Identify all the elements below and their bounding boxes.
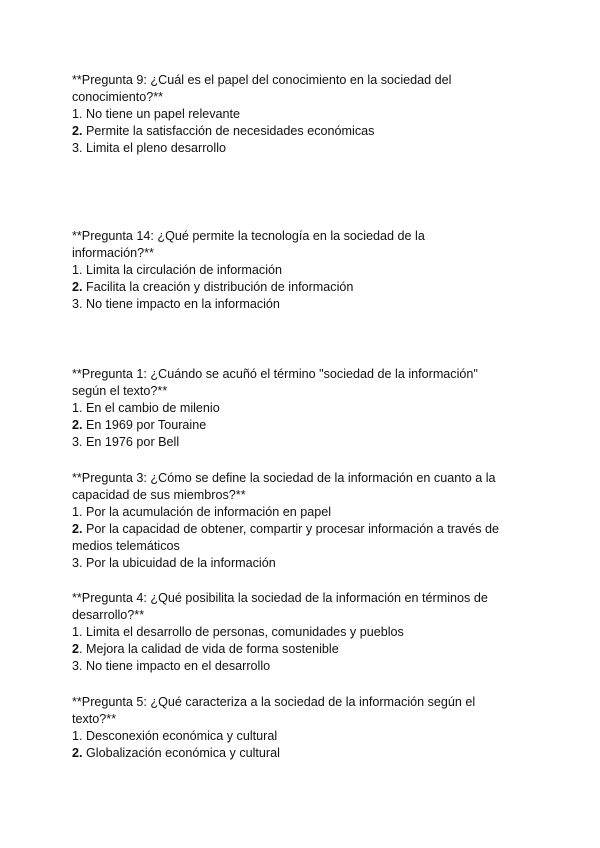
- option-text: No tiene impacto en el desarrollo: [82, 659, 271, 673]
- answer-option-1: [72, 262, 532, 279]
- option-number: 2.: [72, 418, 83, 432]
- answer-option-2: [72, 123, 532, 140]
- question-5: [72, 694, 532, 762]
- answer-option-2: [72, 417, 532, 434]
- option-text: En 1976 por Bell: [82, 435, 180, 449]
- option-number: 1.: [72, 625, 83, 639]
- answer-option-1: [72, 400, 532, 417]
- answer-option-3: [72, 434, 532, 451]
- question-title-line: según el texto?**: [72, 384, 168, 398]
- option-text: Limita el pleno desarrollo: [82, 141, 227, 155]
- question-title-line: capacidad de sus miembros?**: [72, 488, 246, 502]
- question-3: [72, 470, 532, 572]
- option-text: En 1969 por Touraine: [82, 418, 207, 432]
- option-text: No tiene un papel relevante: [82, 107, 241, 121]
- answer-option-2: [72, 521, 532, 538]
- option-number: 1.: [72, 263, 83, 277]
- answer-option-2: [72, 641, 532, 658]
- answer-option-2-continuation: medios telemáticos: [72, 539, 180, 553]
- option-number: 3.: [72, 659, 83, 673]
- question-title-line: **Pregunta 5: ¿Qué caracteriza a la sociedad de la información según el: [72, 695, 476, 709]
- answer-option-3: [72, 658, 532, 675]
- option-number: 3.: [72, 297, 83, 311]
- option-number: 1.: [72, 401, 83, 415]
- question-14: [72, 228, 532, 313]
- option-text: Desconexión económica y cultural: [82, 729, 278, 743]
- answer-option-1: [72, 504, 532, 521]
- option-number: 3.: [72, 141, 83, 155]
- answer-option-1: [72, 728, 532, 745]
- option-text: Por la capacidad de obtener, compartir y procesar información a través de: [82, 522, 500, 536]
- option-text: No tiene impacto en la información: [82, 297, 280, 311]
- question-title-line: **Pregunta 9: ¿Cuál es el papel del conocimiento en la sociedad del: [72, 73, 452, 87]
- question-9: [72, 72, 532, 157]
- option-text: Por la ubicuidad de la información: [82, 556, 276, 570]
- option-number: 2: [72, 642, 80, 656]
- option-text: Permite la satisfacción de necesidades económicas: [82, 124, 375, 138]
- question-title-line: desarrollo?**: [72, 608, 145, 622]
- option-text: Por la acumulación de información en papel: [82, 505, 332, 519]
- question-title-line: conocimiento?**: [72, 90, 164, 104]
- answer-option-2: [72, 745, 532, 762]
- question-title-line: **Pregunta 14: ¿Qué permite la tecnología en la sociedad de la: [72, 229, 425, 243]
- option-number: 1.: [72, 505, 83, 519]
- option-number: 2.: [72, 124, 83, 138]
- question-title-line: texto?**: [72, 712, 117, 726]
- option-text: Limita el desarrollo de personas, comunidades y pueblos: [82, 625, 404, 639]
- answer-option-3: [72, 555, 532, 572]
- answer-option-3: [72, 296, 532, 313]
- question-1: [72, 366, 532, 451]
- option-number: 2.: [72, 280, 83, 294]
- option-text: Limita la circulación de información: [82, 263, 283, 277]
- option-number: 1.: [72, 107, 83, 121]
- question-title-line: **Pregunta 1: ¿Cuándo se acuñó el término "sociedad de la información": [72, 367, 478, 381]
- option-number: 2.: [72, 746, 83, 760]
- option-number: 1.: [72, 729, 83, 743]
- option-text: En el cambio de milenio: [82, 401, 220, 415]
- option-text: Globalización económica y cultural: [82, 746, 280, 760]
- answer-option-2: [72, 279, 532, 296]
- question-title-line: **Pregunta 3: ¿Cómo se define la sociedad de la información en cuanto a la: [72, 471, 496, 485]
- option-number: 3.: [72, 435, 83, 449]
- question-title-line: **Pregunta 4: ¿Qué posibilita la sociedad de la información en términos de: [72, 591, 488, 605]
- answer-option-1: [72, 106, 532, 123]
- answer-option-1: [72, 624, 532, 641]
- question-4: [72, 590, 532, 675]
- question-title-line: información?**: [72, 246, 154, 260]
- option-text: Facilita la creación y distribución de información: [82, 280, 354, 294]
- option-number: 2.: [72, 522, 83, 536]
- option-text: . Mejora la calidad de vida de forma sostenible: [79, 642, 339, 656]
- option-number: 3.: [72, 556, 83, 570]
- answer-option-3: [72, 140, 532, 157]
